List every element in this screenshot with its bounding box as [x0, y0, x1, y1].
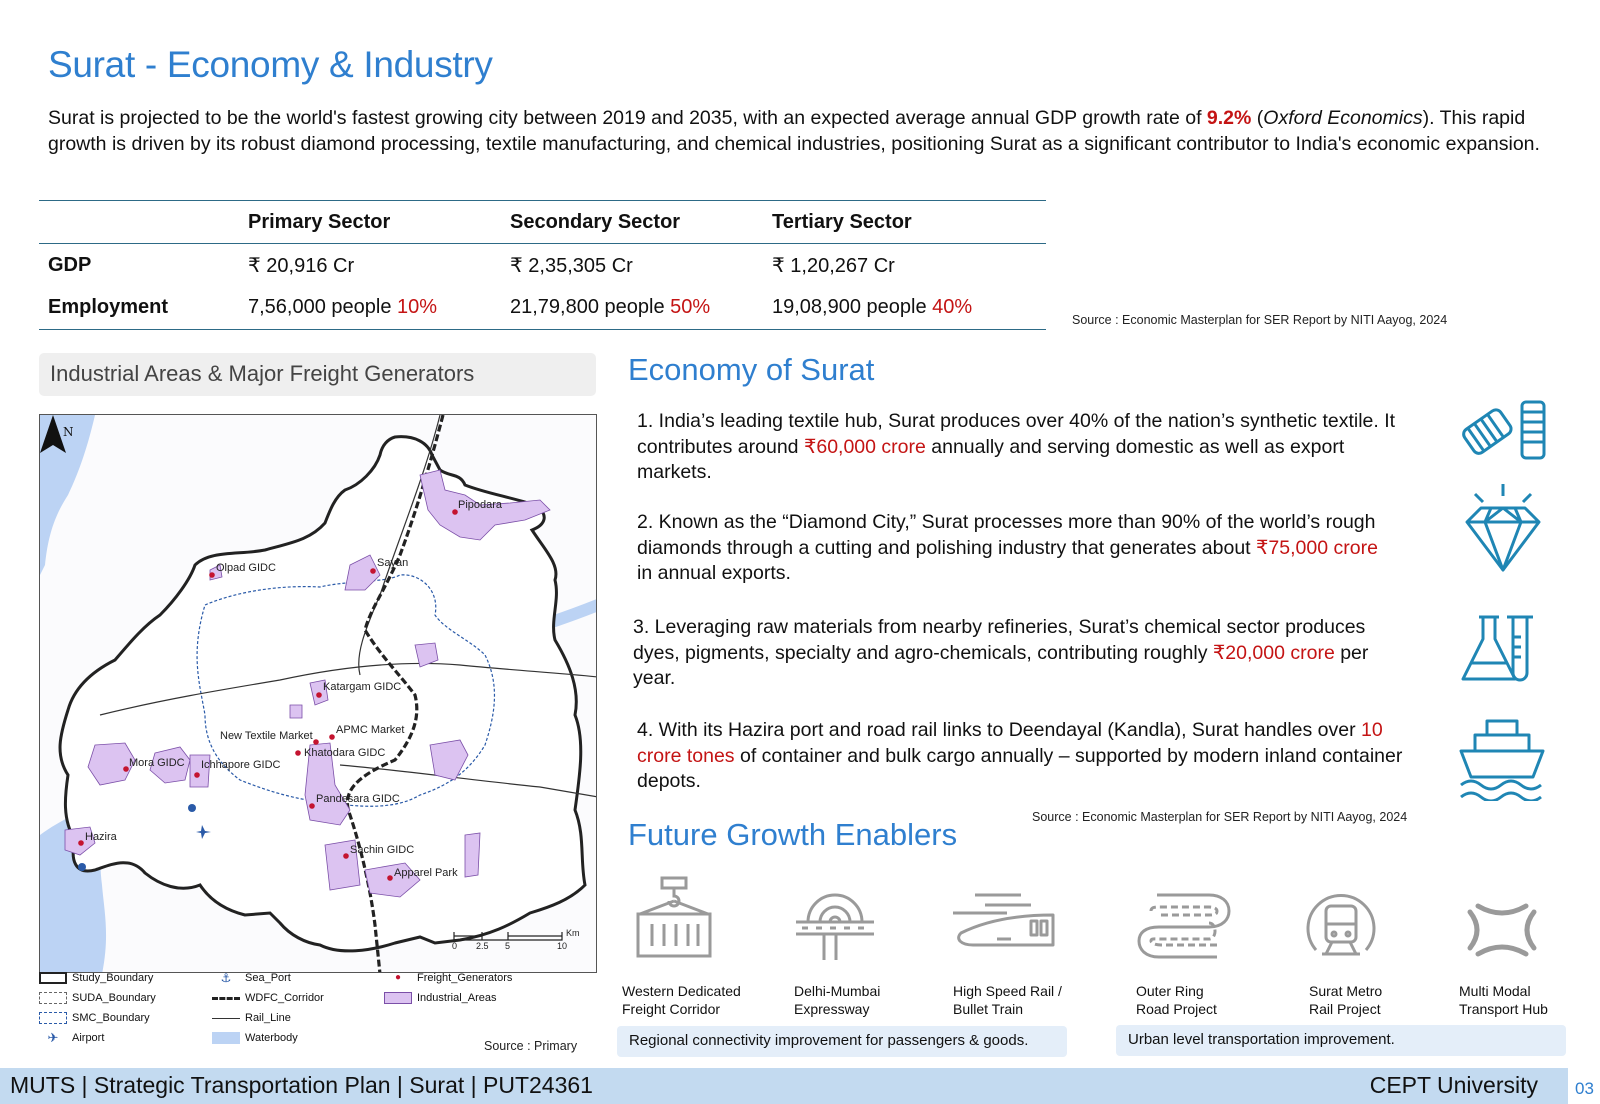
- table-cell: ₹ 1,20,267 Cr: [772, 254, 895, 277]
- table-row: [39, 287, 1046, 330]
- footer-institution: CEPT University: [1369, 1072, 1538, 1098]
- economy-title: Economy of Surat: [628, 352, 875, 387]
- thread-spools-icon: [1458, 396, 1550, 466]
- map-label: Sachin GIDC: [350, 844, 415, 856]
- table-header-row: [39, 201, 1046, 244]
- map-label: Ichhapore GIDC: [201, 759, 281, 771]
- intro-source: Oxford Economics: [1263, 107, 1423, 129]
- table-cell: 21,79,800 people 50%: [510, 296, 711, 319]
- bullet-train-icon: [951, 893, 1055, 955]
- legend-item: Industrial_Areas: [384, 992, 497, 1004]
- table-cell: ₹ 2,35,305 Cr: [510, 254, 633, 277]
- map-label: Olpad GIDC: [216, 562, 276, 574]
- economy-item-textile: 1. India’s leading textile hub, Surat produces over 40% of the nation’s synthetic textile. It contributes around ₹60,000 crore annually and serving domestic as well as export markets.: [637, 410, 1396, 484]
- table-header-cell: Tertiary Sector: [772, 210, 912, 233]
- table-cell: ₹ 20,916 Cr: [248, 254, 355, 277]
- north-label: N: [63, 425, 74, 439]
- enabler-label: Western Dedicated Freight Corridor: [622, 983, 741, 1017]
- map-label: Apparel Park: [394, 867, 458, 879]
- industrial-map: N Pipodara Sayan Olpad GIDC Katargam GIDC APMC Market New Textile Market Khatodara GIDC Mora GIDC Ichhapore GIDC Pandesara GIDC Hazira Sachin GIDC Apparel Park 0 2.5 5 10 Km: [39, 414, 597, 973]
- transport-hub-icon: [1464, 892, 1540, 968]
- table-header-cell: Secondary Sector: [510, 210, 681, 233]
- map-label: Pandesara GIDC: [316, 793, 400, 805]
- footer-bar: [0, 1068, 1568, 1104]
- employment-share: 40%: [932, 296, 973, 319]
- map-label: Khatodara GIDC: [304, 747, 386, 759]
- enabler-label: Multi Modal Transport Hub: [1459, 983, 1548, 1017]
- enabler-label: Surat Metro Rail Project: [1309, 983, 1383, 1017]
- table-header-cell: Primary Sector: [248, 210, 391, 233]
- legend-item: Waterbody: [212, 1032, 298, 1044]
- legend-item: SUDA_Boundary: [39, 992, 156, 1004]
- metro-train-icon: [1306, 892, 1376, 964]
- container-crane-icon: [634, 876, 714, 958]
- map-heading: Industrial Areas & Major Freight Generators: [39, 353, 596, 396]
- page-number: 03: [1575, 1079, 1594, 1098]
- table-header-cell: [39, 201, 239, 244]
- legend-item: Study_Boundary: [39, 972, 153, 984]
- cargo-ship-icon: [1459, 719, 1545, 801]
- map-label: Sayan: [377, 557, 409, 569]
- table-row: [39, 244, 1046, 287]
- table-cell: 19,08,900 people 40%: [772, 296, 973, 319]
- sector-table: [39, 200, 1046, 330]
- table-cell: 7,56,000 people 10%: [248, 296, 438, 319]
- intro-paragraph: Surat is projected to be the world's fastest growing city between 2019 and 2035, with an expected average annual GDP growth rate of 9.2% (Oxford Economics). This rapid growth is driven by its robust diamond processing, textile manufacturing, and chemical industries, positioning Surat as a significant contributor to India's economic expansion.: [48, 107, 1540, 155]
- urban-transport-note: Urban level transportation improvement.: [1116, 1025, 1566, 1056]
- map-source: Source : Primary: [484, 1039, 578, 1053]
- ring-road-icon: [1137, 893, 1231, 959]
- map-label: APMC Market: [336, 724, 405, 736]
- legend-item: SMC_Boundary: [39, 1012, 150, 1024]
- employment-share: 10%: [397, 296, 438, 319]
- economy-item-port: 4. With its Hazira port and road rail links to Deendayal (Kandla), Surat handles over 10 crore tones of container and bulk cargo annually – supported by modern inland container depots.: [637, 719, 1403, 793]
- legend-item: ● Freight_Generators: [394, 972, 513, 984]
- economy-source: Source : Economic Masterplan for SER Report by NITI Aayog, 2024: [1032, 810, 1408, 824]
- legend-item: ✈ Airport: [47, 1030, 105, 1045]
- page-title: Surat - Economy & Industry: [48, 44, 493, 85]
- economy-item-diamond: 2. Known as the “Diamond City,” Surat processes more than 90% of the world’s rough diamonds through a cutting and polishing industry that generates about ₹75,000 crore in annual exports.: [637, 511, 1378, 585]
- north-arrow-icon: [40, 415, 66, 453]
- enabler-label: Outer Ring Road Project: [1136, 983, 1217, 1017]
- map-canvas: [40, 415, 597, 973]
- row-label-gdp: GDP: [48, 253, 92, 276]
- footer-project: MUTS | Strategic Transportation Plan | Surat | PUT24361: [10, 1072, 593, 1098]
- enabler-label: High Speed Rail / Bullet Train: [953, 983, 1062, 1017]
- enabler-label: Delhi-Mumbai Expressway: [794, 983, 881, 1017]
- map-label: Mora GIDC: [129, 757, 185, 769]
- map-label: Pipodara: [458, 499, 503, 511]
- map-legend: [39, 971, 599, 1045]
- lab-flask-icon: [1461, 615, 1537, 683]
- expressway-interchange-icon: [794, 882, 876, 962]
- diamond-icon: [1465, 484, 1541, 572]
- map-label: Hazira: [85, 831, 117, 843]
- row-label-employment: Employment: [48, 296, 169, 319]
- map-label: Katargam GIDC: [323, 681, 402, 693]
- regional-connectivity-note: Regional connectivity improvement for passengers & goods.: [617, 1026, 1067, 1057]
- map-label: New Textile Market: [220, 730, 313, 742]
- table-source: Source : Economic Masterplan for SER Report by NITI Aayog, 2024: [1072, 313, 1448, 327]
- economy-item-chemical: 3. Leveraging raw materials from nearby refineries, Surat’s chemical sector produces dyes, pigments, specialty and agro-chemicals, contributing roughly ₹20,000 crore per year.: [633, 616, 1369, 690]
- legend-item: ⚓ Sea_Port: [220, 971, 291, 985]
- gdp-growth-rate: 9.2%: [1206, 107, 1252, 129]
- legend-item: WDFC_Corridor: [212, 992, 324, 1004]
- future-title: Future Growth Enablers: [628, 817, 958, 852]
- employment-share: 50%: [670, 296, 711, 319]
- legend-item: Rail_Line: [212, 1012, 291, 1024]
